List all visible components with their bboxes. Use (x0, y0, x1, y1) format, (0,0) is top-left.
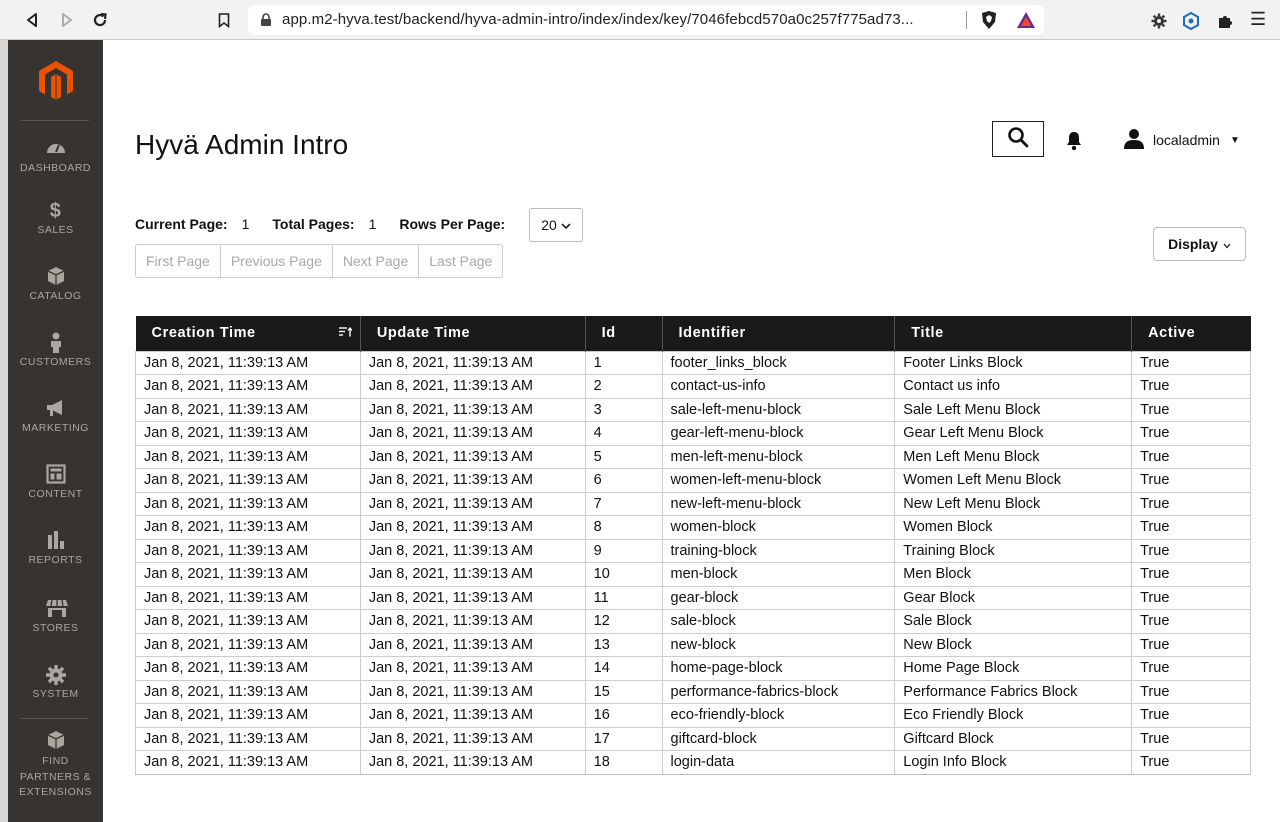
cell-active: True (1132, 657, 1251, 681)
gear-icon (45, 664, 67, 686)
cell-title: Men Block (895, 563, 1132, 587)
cell-update-time: Jan 8, 2021, 11:39:13 AM (360, 727, 585, 751)
last-page-button[interactable]: Last Page (419, 244, 503, 278)
sidebar-item-reports[interactable] (8, 530, 103, 566)
cell-identifier: women-left-menu-block (662, 469, 895, 493)
browser-toolbar (0, 0, 1280, 40)
sidebar-item-stores[interactable] (8, 598, 103, 634)
pagination-buttons (135, 244, 503, 278)
url-text: app.m2-hyva.test/backend/hyva-admin-intro/index/index/key/7046febcd570a0c257f775ad73... (282, 11, 914, 28)
column-header-update-time[interactable]: Update Time (360, 316, 585, 351)
table-row[interactable] (136, 351, 1251, 375)
cell-creation-time: Jan 8, 2021, 11:39:13 AM (136, 586, 361, 610)
box-icon (45, 266, 67, 288)
cell-active: True (1132, 422, 1251, 446)
sidebar-item-catalog[interactable] (8, 266, 103, 302)
cell-title: Training Block (895, 539, 1132, 563)
cell-identifier: eco-friendly-block (662, 704, 895, 728)
cell-identifier: men-left-menu-block (662, 445, 895, 469)
cell-update-time: Jan 8, 2021, 11:39:13 AM (360, 398, 585, 422)
cell-update-time: Jan 8, 2021, 11:39:13 AM (360, 586, 585, 610)
menu-icon[interactable]: ☰ (1250, 9, 1267, 29)
table-row[interactable] (136, 727, 1251, 751)
notifications-bell-icon[interactable] (1064, 130, 1084, 152)
cell-title: Performance Fabrics Block (895, 680, 1132, 704)
cell-active: True (1132, 351, 1251, 375)
cell-active: True (1132, 516, 1251, 540)
layout-icon (45, 464, 67, 486)
page-title: Hyvä Admin Intro (135, 129, 349, 160)
cell-creation-time: Jan 8, 2021, 11:39:13 AM (136, 539, 361, 563)
sidebar-item-label: CONTENT (28, 488, 83, 500)
sidebar-item-label: REPORTS (28, 554, 83, 566)
sidebar-item-marketing[interactable] (8, 398, 103, 434)
search-icon (1007, 126, 1029, 153)
cell-active: True (1132, 751, 1251, 775)
table-row[interactable] (136, 680, 1251, 704)
table-row[interactable] (136, 610, 1251, 634)
cell-update-time: Jan 8, 2021, 11:39:13 AM (360, 422, 585, 446)
cell-id: 12 (585, 610, 662, 634)
cell-id: 2 (585, 375, 662, 399)
person-icon (45, 332, 67, 354)
cell-identifier: giftcard-block (662, 727, 895, 751)
table-row[interactable] (136, 375, 1251, 399)
next-page-button[interactable]: Next Page (333, 244, 419, 278)
cell-title: Login Info Block (895, 751, 1132, 775)
cell-active: True (1132, 469, 1251, 493)
sort-ascending-icon[interactable] (339, 326, 352, 340)
extension-hex-icon[interactable] (1180, 10, 1202, 32)
table-row[interactable] (136, 657, 1251, 681)
cell-creation-time: Jan 8, 2021, 11:39:13 AM (136, 633, 361, 657)
search-button[interactable] (992, 121, 1044, 157)
rows-per-page-value: 20 (541, 217, 557, 233)
cell-active: True (1132, 375, 1251, 399)
cell-title: Giftcard Block (895, 727, 1132, 751)
cell-id: 3 (585, 398, 662, 422)
cell-creation-time: Jan 8, 2021, 11:39:13 AM (136, 563, 361, 587)
column-header-id[interactable]: Id (585, 316, 662, 351)
cell-creation-time: Jan 8, 2021, 11:39:13 AM (136, 445, 361, 469)
cell-update-time: Jan 8, 2021, 11:39:13 AM (360, 633, 585, 657)
cell-active: True (1132, 610, 1251, 634)
cell-identifier: women-block (662, 516, 895, 540)
cell-id: 11 (585, 586, 662, 610)
cell-active: True (1132, 445, 1251, 469)
cell-active: True (1132, 398, 1251, 422)
cell-update-time: Jan 8, 2021, 11:39:13 AM (360, 445, 585, 469)
cell-id: 15 (585, 680, 662, 704)
cell-title: Footer Links Block (895, 351, 1132, 375)
dollar-icon: $ (49, 200, 62, 222)
cell-title: Sale Block (895, 610, 1132, 634)
sidebar-item-label: CATALOG (29, 290, 82, 302)
cell-update-time: Jan 8, 2021, 11:39:13 AM (360, 680, 585, 704)
bar-chart-icon (45, 530, 67, 552)
cell-title: Home Page Block (895, 657, 1132, 681)
cell-update-time: Jan 8, 2021, 11:39:13 AM (360, 516, 585, 540)
lock-icon (260, 13, 272, 32)
cell-title: Contact us info (895, 375, 1132, 399)
table-row[interactable] (136, 516, 1251, 540)
cell-identifier: sale-block (662, 610, 895, 634)
cell-update-time: Jan 8, 2021, 11:39:13 AM (360, 492, 585, 516)
data-grid (135, 316, 1251, 775)
cell-creation-time: Jan 8, 2021, 11:39:13 AM (136, 680, 361, 704)
sidebar-item-label: STORES (32, 622, 79, 634)
cell-identifier: performance-fabrics-block (662, 680, 895, 704)
cell-title: Eco Friendly Block (895, 704, 1132, 728)
forward-icon[interactable] (55, 8, 79, 32)
cell-id: 4 (585, 422, 662, 446)
cell-creation-time: Jan 8, 2021, 11:39:13 AM (136, 398, 361, 422)
grid-body (136, 351, 1251, 774)
sidebar-item-label: FIND PARTNERS & EXTENSIONS (19, 755, 92, 798)
back-icon[interactable] (20, 8, 44, 32)
pager-info (135, 216, 505, 232)
cell-id: 14 (585, 657, 662, 681)
cell-id: 7 (585, 492, 662, 516)
megaphone-icon (45, 398, 67, 420)
cell-id: 5 (585, 445, 662, 469)
caret-down-icon: ▼ (1229, 134, 1240, 146)
cell-title: New Block (895, 633, 1132, 657)
cell-id: 8 (585, 516, 662, 540)
cell-active: True (1132, 492, 1251, 516)
cell-identifier: gear-block (662, 586, 895, 610)
cell-active: True (1132, 539, 1251, 563)
cell-active: True (1132, 727, 1251, 751)
cell-update-time: Jan 8, 2021, 11:39:13 AM (360, 563, 585, 587)
cell-title: Gear Left Menu Block (895, 422, 1132, 446)
column-header-active[interactable]: Active (1132, 316, 1251, 351)
table-row[interactable] (136, 445, 1251, 469)
table-row[interactable] (136, 633, 1251, 657)
cell-update-time: Jan 8, 2021, 11:39:13 AM (360, 469, 585, 493)
window-edge (0, 40, 8, 822)
grid-header-row (136, 316, 1251, 351)
cell-id: 17 (585, 727, 662, 751)
rewards-icon[interactable] (1016, 11, 1036, 34)
previous-page-button[interactable]: Previous Page (221, 244, 333, 278)
sidebar-item-label: DASHBOARD (19, 162, 91, 174)
cell-identifier: new-block (662, 633, 895, 657)
total-pages-value: 1 (368, 216, 377, 232)
cell-title: New Left Menu Block (895, 492, 1132, 516)
divider (966, 11, 967, 29)
column-header-title[interactable]: Title (895, 316, 1132, 351)
cell-update-time: Jan 8, 2021, 11:39:13 AM (360, 351, 585, 375)
cell-title: Men Left Menu Block (895, 445, 1132, 469)
cell-identifier: gear-left-menu-block (662, 422, 895, 446)
cell-creation-time: Jan 8, 2021, 11:39:13 AM (136, 375, 361, 399)
cell-identifier: footer_links_block (662, 351, 895, 375)
cell-creation-time: Jan 8, 2021, 11:39:13 AM (136, 469, 361, 493)
current-page-value: 1 (241, 216, 250, 232)
table-row[interactable] (136, 704, 1251, 728)
bookmark-icon[interactable] (213, 9, 235, 31)
cell-identifier: contact-us-info (662, 375, 895, 399)
first-page-button[interactable]: First Page (135, 244, 221, 278)
rows-per-page-select[interactable] (529, 208, 583, 242)
table-row[interactable] (136, 586, 1251, 610)
table-row[interactable] (136, 751, 1251, 775)
sidebar-item-customers[interactable] (8, 332, 103, 368)
cell-id: 9 (585, 539, 662, 563)
cell-id: 6 (585, 469, 662, 493)
cell-identifier: login-data (662, 751, 895, 775)
cell-update-time: Jan 8, 2021, 11:39:13 AM (360, 657, 585, 681)
cell-id: 1 (585, 351, 662, 375)
cell-active: True (1132, 704, 1251, 728)
sidebar-item-content[interactable] (8, 464, 103, 500)
display-columns-button[interactable] (1153, 227, 1246, 261)
extension-gear-icon[interactable] (1148, 10, 1170, 32)
cell-id: 10 (585, 563, 662, 587)
cell-creation-time: Jan 8, 2021, 11:39:13 AM (136, 727, 361, 751)
cell-update-time: Jan 8, 2021, 11:39:13 AM (360, 610, 585, 634)
cell-creation-time: Jan 8, 2021, 11:39:13 AM (136, 610, 361, 634)
sidebar-item-label: SALES (37, 224, 74, 236)
cell-update-time: Jan 8, 2021, 11:39:13 AM (360, 751, 585, 775)
sidebar-item-find-partners[interactable] (8, 730, 103, 801)
table-row[interactable] (136, 469, 1251, 493)
table-row[interactable] (136, 539, 1251, 563)
table-row[interactable] (136, 398, 1251, 422)
current-page-label: Current Page: (135, 216, 228, 232)
cell-active: True (1132, 680, 1251, 704)
display-label: Display (1168, 236, 1218, 252)
cell-active: True (1132, 586, 1251, 610)
cell-creation-time: Jan 8, 2021, 11:39:13 AM (136, 492, 361, 516)
magento-logo[interactable] (38, 60, 74, 102)
cell-title: Women Block (895, 516, 1132, 540)
sidebar-item-dashboard[interactable] (8, 138, 103, 174)
sidebar-item-system[interactable] (8, 664, 103, 700)
cell-id: 18 (585, 751, 662, 775)
divider (21, 718, 89, 719)
cell-id: 16 (585, 704, 662, 728)
store-icon (45, 598, 67, 620)
sidebar-item-label: MARKETING (22, 422, 89, 434)
cell-identifier: home-page-block (662, 657, 895, 681)
cell-update-time: Jan 8, 2021, 11:39:13 AM (360, 539, 585, 563)
cell-creation-time: Jan 8, 2021, 11:39:13 AM (136, 704, 361, 728)
cell-creation-time: Jan 8, 2021, 11:39:13 AM (136, 657, 361, 681)
brave-shield-icon[interactable] (980, 10, 998, 35)
dashboard-icon (45, 138, 67, 160)
sidebar-item-label: SYSTEM (32, 688, 79, 700)
puzzle-icon[interactable] (1214, 10, 1236, 32)
chevron-down-icon (561, 217, 571, 233)
cell-active: True (1132, 563, 1251, 587)
total-pages-label: Total Pages: (272, 216, 355, 232)
cell-title: Sale Left Menu Block (895, 398, 1132, 422)
cell-update-time: Jan 8, 2021, 11:39:13 AM (360, 704, 585, 728)
column-header-creation-time[interactable] (136, 316, 361, 351)
cell-title: Women Left Menu Block (895, 469, 1132, 493)
address-bar[interactable] (248, 5, 1044, 35)
column-header-label: Creation Time (151, 325, 256, 342)
box-icon (45, 730, 67, 752)
admin-sidebar (0, 40, 103, 822)
column-header-identifier[interactable]: Identifier (662, 316, 895, 351)
reload-icon[interactable] (88, 8, 112, 32)
username: localadmin (1153, 132, 1220, 148)
rows-per-page-label: Rows Per Page: (399, 216, 506, 232)
sidebar-item-label: CUSTOMERS (19, 356, 92, 368)
table-row[interactable] (136, 563, 1251, 587)
cell-identifier: men-block (662, 563, 895, 587)
cell-creation-time: Jan 8, 2021, 11:39:13 AM (136, 516, 361, 540)
chevron-down-icon (1223, 236, 1231, 252)
cell-identifier: new-left-menu-block (662, 492, 895, 516)
cell-id: 13 (585, 633, 662, 657)
cell-title: Gear Block (895, 586, 1132, 610)
table-row[interactable] (136, 492, 1251, 516)
sidebar-item-sales[interactable] (8, 200, 103, 236)
cell-update-time: Jan 8, 2021, 11:39:13 AM (360, 375, 585, 399)
divider (21, 120, 89, 121)
cell-identifier: sale-left-menu-block (662, 398, 895, 422)
cell-creation-time: Jan 8, 2021, 11:39:13 AM (136, 351, 361, 375)
cell-active: True (1132, 633, 1251, 657)
cell-creation-time: Jan 8, 2021, 11:39:13 AM (136, 422, 361, 446)
user-icon (1123, 128, 1145, 153)
table-row[interactable] (136, 422, 1251, 446)
cell-creation-time: Jan 8, 2021, 11:39:13 AM (136, 751, 361, 775)
user-menu[interactable] (1123, 128, 1240, 152)
cell-identifier: training-block (662, 539, 895, 563)
